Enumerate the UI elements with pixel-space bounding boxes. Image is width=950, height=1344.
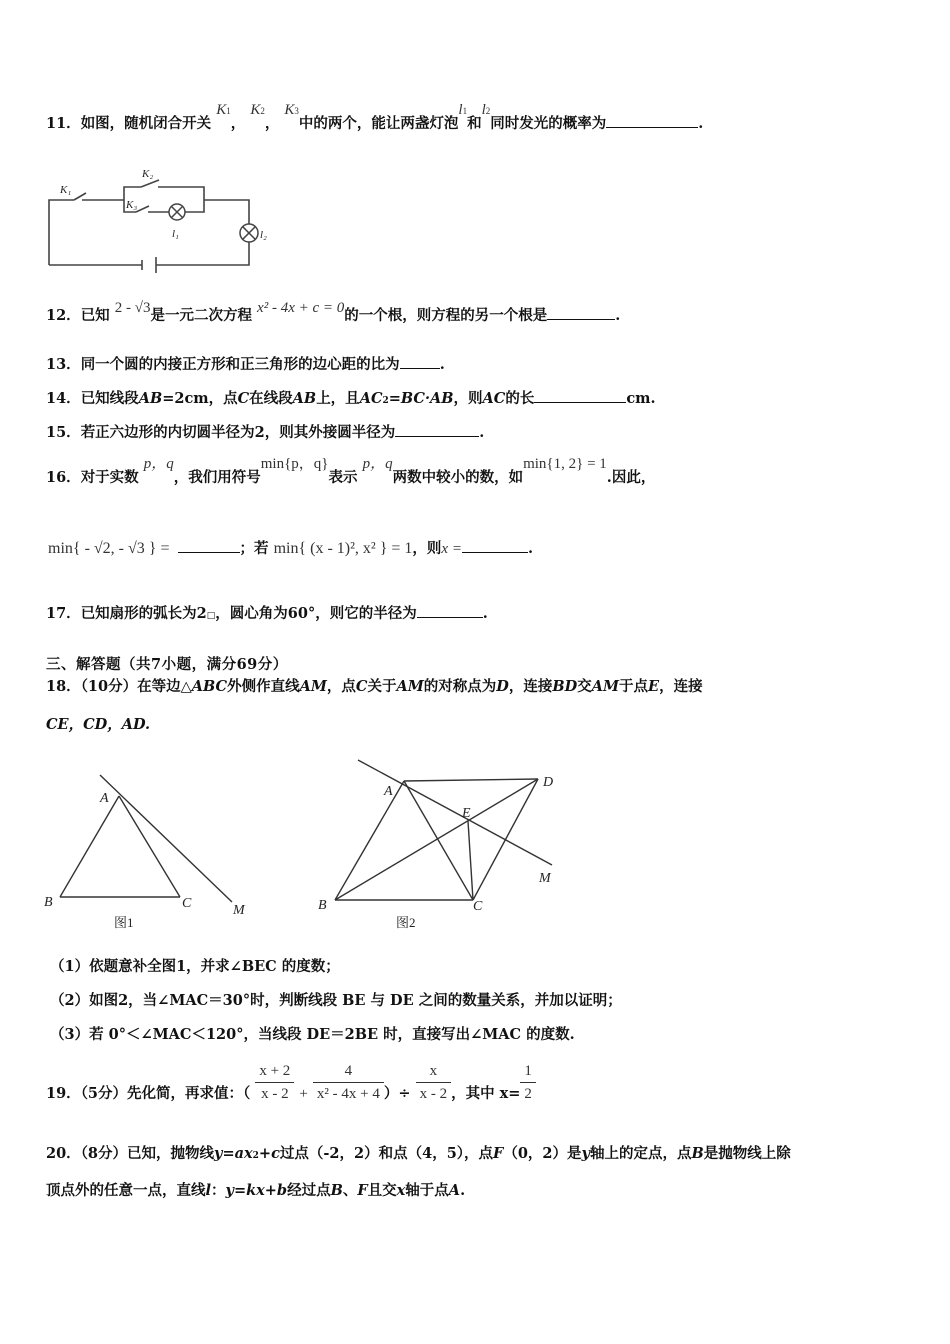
l2-sub: 2 — [485, 106, 491, 116]
question-number: 19． — [46, 1085, 81, 1102]
q18-text: （10分）在等边△ — [80, 678, 192, 695]
answer-blank[interactable] — [606, 113, 698, 128]
period: . — [460, 1182, 466, 1199]
q20-text: 轴上的定点，点 — [589, 1145, 692, 1162]
point-f: F — [357, 1182, 368, 1199]
x-equals: x = — [441, 541, 462, 557]
period: . — [479, 424, 485, 441]
q11-text: 同时发光的概率为 — [490, 115, 607, 132]
fraction-2 — [313, 1060, 384, 1105]
circuit-wire — [158, 187, 204, 200]
numerator: 4 — [313, 1060, 384, 1083]
figure-1 — [40, 770, 270, 935]
q18-text: 关于 — [367, 678, 397, 695]
k2-sub: 2 — [260, 106, 265, 116]
question-18-line2: CE，CD，AD. — [46, 716, 151, 733]
y-axis: y — [581, 1145, 590, 1162]
question-16 — [46, 456, 656, 488]
q18-text: ，连接 — [659, 678, 703, 695]
question-number: 13． — [46, 356, 81, 373]
q11-text: 中的两个，能让两盏灯泡 — [298, 115, 459, 132]
q14-text: 已知线段 — [80, 390, 139, 407]
plus-sign: + — [299, 1086, 308, 1102]
q16-text: ，则 — [412, 540, 442, 557]
label-k2: K₂ — [142, 168, 154, 180]
x-axis: x — [396, 1182, 406, 1199]
missing-symbol: □ — [206, 611, 216, 621]
circuit-wire — [156, 242, 249, 265]
line-am: AM — [591, 678, 620, 695]
question-14 — [46, 388, 656, 411]
segment-ac: AC — [482, 390, 506, 407]
segment-ab: AB — [292, 390, 317, 407]
segment-ce — [468, 821, 473, 900]
triangle-abc: ABC — [191, 678, 228, 695]
q16-text: ；若 — [239, 540, 269, 557]
question-13 — [46, 354, 445, 375]
segment-ab: AB — [138, 390, 163, 407]
denominator: x - 2 — [419, 1086, 448, 1102]
line-am: AM — [396, 678, 424, 695]
label-d: D — [543, 775, 554, 790]
label-b: B — [318, 898, 327, 913]
q16-text: 两数中较小的数，如 — [392, 469, 524, 486]
vars-pq: p，q — [143, 456, 174, 472]
q17-text: 已知扇形的弧长为2 — [80, 605, 207, 622]
figure-2 — [310, 755, 580, 940]
question-20 — [46, 1144, 791, 1166]
question-12 — [46, 300, 621, 326]
question-number: 15． — [46, 424, 81, 441]
label-l2: l₂ — [260, 229, 267, 241]
denominator: 2 — [524, 1086, 532, 1102]
question-11 — [46, 102, 704, 135]
segment-bd: BD — [552, 678, 578, 695]
root-expression: 2 - √3 — [114, 300, 151, 316]
comma: ， — [230, 115, 246, 132]
question-number: 12． — [46, 307, 81, 324]
vars-pq: p，q — [362, 456, 393, 472]
q18-text: ，点 — [326, 678, 356, 695]
numerator: 1 — [520, 1060, 536, 1083]
question-15 — [46, 422, 484, 443]
question-17 — [46, 603, 488, 626]
figure-caption: 图1 — [114, 915, 134, 930]
q12-text: 是一元二次方程 — [150, 307, 252, 324]
period: . — [615, 307, 621, 324]
circuit-wire — [49, 200, 74, 265]
denominator: x² - 4x + 4 — [316, 1086, 380, 1102]
answer-blank[interactable] — [400, 354, 440, 369]
label-c: C — [182, 896, 192, 911]
k1-symbol: K — [216, 102, 227, 118]
q16-text: 对于实数 — [80, 469, 139, 486]
question-number: 20． — [46, 1145, 81, 1162]
switch-k3 — [136, 206, 149, 212]
l1-sub: 1 — [462, 106, 468, 116]
k3-sub: 3 — [294, 106, 299, 116]
q18-part-1: （1）依题意补全图1，并求∠BEC 的度数； — [50, 958, 340, 975]
superscript: 2 — [382, 396, 389, 406]
quadratic-equation: x² - 4x + c = 0 — [257, 300, 345, 316]
label-k3: K₃ — [126, 199, 138, 211]
line-equation: y=kx+b — [225, 1182, 288, 1199]
denominator: x - 2 — [261, 1086, 289, 1102]
point-e: E — [648, 678, 660, 695]
q14-text: 上，且 — [316, 390, 360, 407]
question-number: 17． — [46, 605, 81, 622]
l2-symbol: l — [481, 102, 486, 118]
period: . — [482, 605, 488, 622]
min-sqrt-expression: min{ - √2, - √3 } = — [48, 540, 170, 557]
label-l1: l₁ — [172, 228, 179, 240]
segment-ab — [60, 796, 119, 897]
period: . — [650, 390, 656, 407]
line-am — [100, 775, 232, 902]
numerator: x + 2 — [255, 1060, 294, 1083]
q16-text: .因此， — [606, 469, 656, 486]
min-example: min{1, 2} = 1 — [523, 456, 607, 472]
k1-sub: 1 — [226, 106, 231, 116]
point-f: F — [493, 1145, 504, 1162]
q16-text: ，我们用符号 — [173, 469, 261, 486]
question-18 — [46, 677, 703, 697]
fraction-3 — [416, 1060, 452, 1105]
q20-text: 是抛物线上除 — [703, 1145, 791, 1162]
q11-text: 如图，随机闭合开关 — [80, 115, 212, 132]
q13-text: 同一个圆的内接正方形和正三角形的边心距的比为 — [80, 356, 400, 373]
question-number: 18． — [46, 678, 81, 695]
q20-text: ： — [211, 1182, 226, 1199]
answer-blank[interactable] — [178, 538, 240, 553]
q18-text: 交 — [577, 678, 592, 695]
line-l: l — [205, 1182, 212, 1199]
q12-text: 已知 — [80, 307, 110, 324]
q20-text: 轴于点 — [405, 1182, 449, 1199]
question-number: 16． — [46, 469, 81, 486]
q14-text: ，则 — [453, 390, 483, 407]
question-number: 11． — [46, 115, 81, 132]
period: . — [698, 115, 704, 132]
q18-text: 于点 — [619, 678, 649, 695]
question-number: 14． — [46, 390, 81, 407]
q20-text: （8分）已知，抛物线 — [80, 1145, 215, 1162]
label-a: A — [100, 791, 109, 806]
product-bc-ab: BC·AB — [400, 390, 454, 407]
switch-k1 — [74, 193, 86, 200]
switch-k2 — [141, 180, 159, 187]
answer-blank[interactable] — [395, 422, 479, 437]
q19-text: （5分）先化简，再求值：（ — [80, 1085, 251, 1102]
label-k1: K₁ — [60, 184, 72, 196]
q18-text: 的对称点为 — [423, 678, 497, 695]
segment-ad — [404, 779, 538, 781]
q14-text: =2cm，点 — [162, 390, 238, 407]
q20-text: 顶点外的任意一点，直线 — [46, 1182, 206, 1199]
circuit-diagram — [44, 160, 284, 275]
parabola-equation: y=ax — [214, 1145, 253, 1162]
comma: ， — [264, 115, 280, 132]
q18-part-2: （2）如图2，当∠MAC＝30°时，判断线段 BE 与 DE 之间的数量关系，并加以证明； — [50, 992, 622, 1009]
superscript: 2 — [252, 1151, 259, 1161]
segment-bd — [335, 779, 538, 900]
q19-text: ，其中 x= — [451, 1085, 521, 1102]
q12-text: 的一个根，则方程的另一个根是 — [344, 307, 548, 324]
label-m: M — [233, 903, 245, 918]
q15-text: 若正六边形的内切圆半径为2，则其外接圆半径为 — [80, 424, 396, 441]
segment-ac: AC — [359, 390, 383, 407]
q18-part-3: （3）若 0°＜∠MAC＜120°，当线段 DE＝2BE 时，直接写出∠MAC 的度数. — [50, 1026, 575, 1043]
answer-blank[interactable] — [547, 305, 615, 320]
question-19 — [46, 1060, 536, 1118]
point-c: C — [355, 678, 368, 695]
q11-text: 和 — [467, 115, 482, 132]
question-16-line2 — [48, 538, 533, 559]
point-b: B — [330, 1182, 343, 1199]
q20-text: 且交 — [367, 1182, 397, 1199]
q14-text: 在线段 — [249, 390, 293, 407]
point-a: A — [448, 1182, 461, 1199]
numerator: x — [416, 1060, 452, 1083]
q14-text: 的长 — [505, 390, 535, 407]
q18-text: ，连接 — [508, 678, 553, 695]
label-c: C — [473, 899, 483, 914]
figure-caption: 图2 — [396, 915, 416, 930]
min-square-expression: min{ (x - 1)², x² } = 1 — [273, 540, 413, 557]
min-pq: min{p，q} — [260, 456, 329, 472]
section-heading: 三、解答题（共7小题，满分69分） — [46, 656, 288, 673]
parabola-equation: +c — [258, 1145, 280, 1162]
k3-symbol: K — [284, 102, 295, 118]
line-am: AM — [299, 678, 327, 695]
q19-text: ）÷ — [383, 1085, 411, 1102]
q20-text: 、 — [342, 1182, 358, 1199]
label-e: E — [462, 806, 471, 821]
question-20-line2 — [46, 1181, 465, 1201]
answer-blank[interactable] — [534, 388, 626, 403]
point-c: C — [237, 390, 250, 407]
point-b: B — [691, 1145, 704, 1162]
q16-text: 表示 — [328, 469, 358, 486]
q20-text: 经过点 — [287, 1182, 331, 1199]
label-m: M — [539, 871, 551, 886]
answer-blank[interactable] — [462, 538, 528, 553]
segment-ab — [335, 781, 404, 900]
circuit-wire — [204, 200, 249, 224]
segment-ac — [404, 781, 473, 900]
unit: cm — [626, 390, 651, 407]
fraction-4 — [520, 1060, 536, 1105]
k2-symbol: K — [250, 102, 261, 118]
label-b: B — [44, 895, 53, 910]
q17-text: ，圆心角为60°，则它的半径为 — [215, 605, 417, 622]
q14-text: = — [388, 390, 401, 407]
period: . — [527, 540, 534, 557]
q20-text: （0，2）是 — [503, 1145, 582, 1162]
l1-symbol: l — [458, 102, 463, 118]
q20-text: 过点（-2，2）和点（4，5），点 — [279, 1145, 494, 1162]
answer-blank[interactable] — [417, 603, 483, 618]
label-a: A — [384, 784, 393, 799]
period: . — [439, 356, 445, 373]
point-d: D — [496, 678, 509, 695]
fraction-1 — [255, 1060, 294, 1105]
q18-text: 外侧作直线 — [227, 678, 300, 695]
circuit-wire — [185, 200, 204, 212]
line-am — [358, 760, 552, 865]
segment-ac — [119, 796, 180, 897]
